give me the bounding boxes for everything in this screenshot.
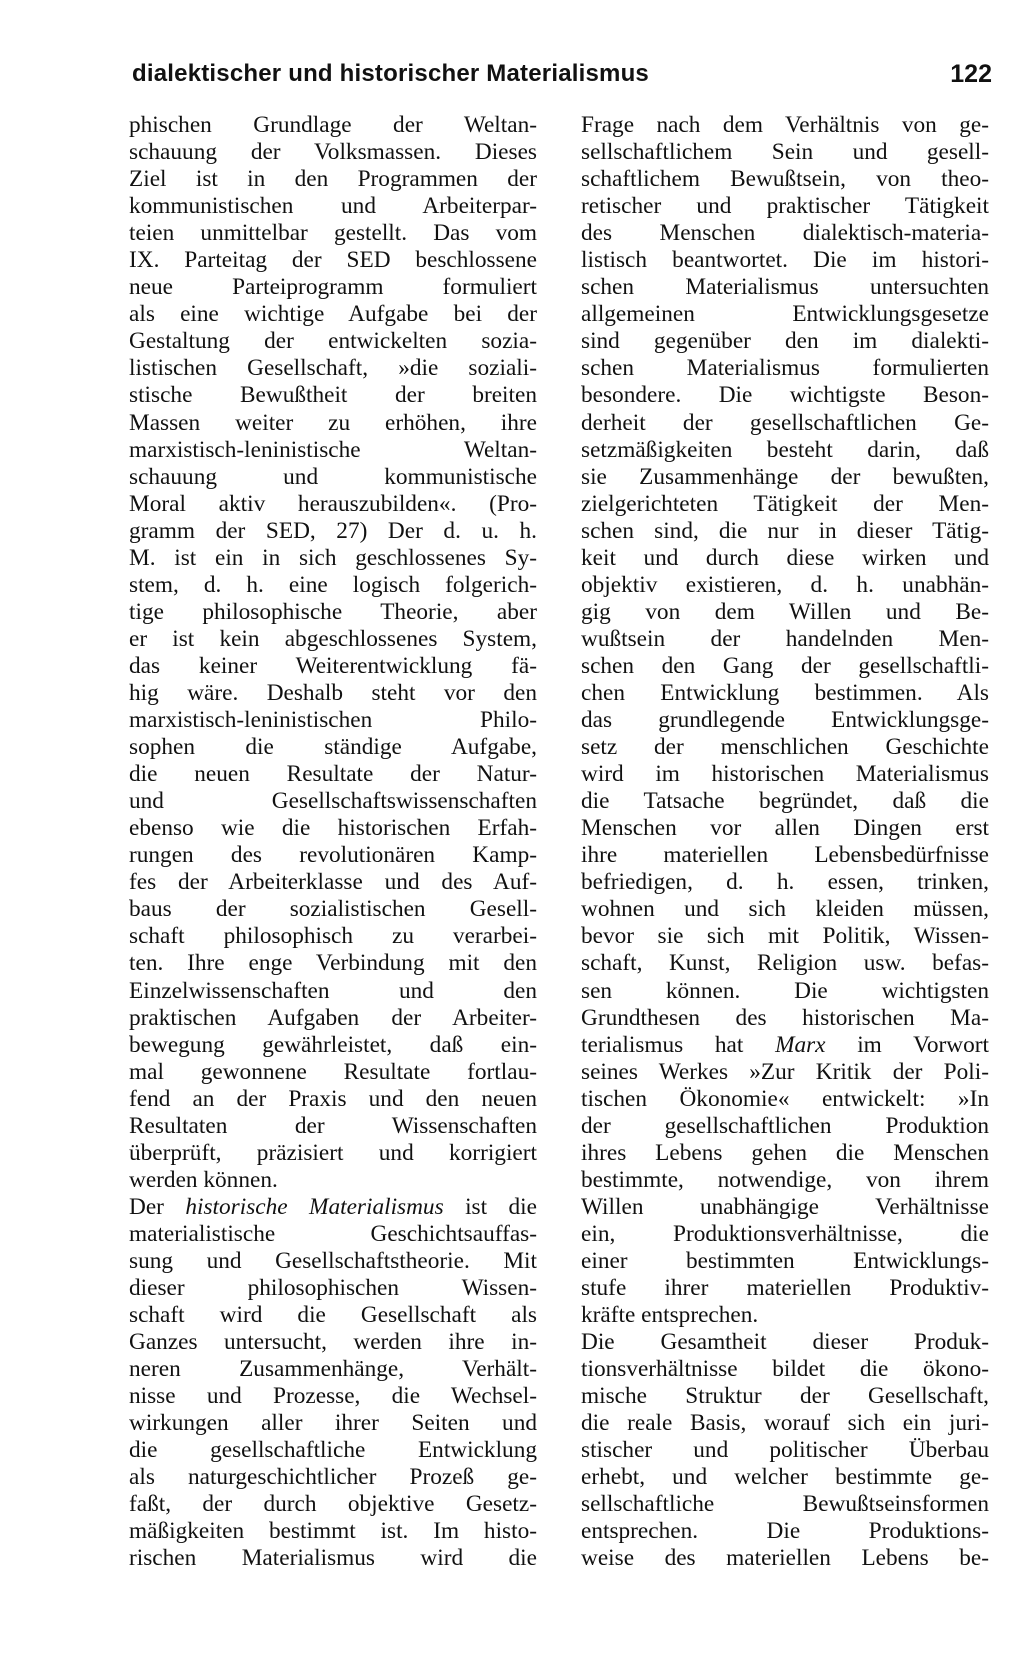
- text-line: [581, 761, 989, 788]
- text-column-right: [581, 112, 989, 1573]
- text-line-content: IX. Parteitag der SED beschlossene: [129, 247, 537, 274]
- text-line-content: teien unmittelbar gestellt. Das vom: [129, 220, 537, 247]
- text-line-content: retischer und praktischer Tätigkeit: [581, 193, 989, 220]
- text-line-content: ihres Lebens gehen die Menschen: [581, 1139, 989, 1166]
- text-line: [129, 112, 537, 139]
- text-line: [129, 1383, 537, 1410]
- text-line-content: er ist kein abgeschlossenes System,: [129, 625, 537, 652]
- text-line: [129, 1059, 537, 1086]
- text-line: [129, 978, 537, 1005]
- text-line: [581, 815, 989, 842]
- text-line-content: neue Parteiprogramm formuliert: [129, 274, 537, 301]
- text-line-content: tionsverhältnisse bildet die ökono-: [581, 1356, 989, 1383]
- text-line-content: praktischen Aufgaben der Arbeiter-: [129, 1004, 537, 1031]
- text-line: [129, 1437, 537, 1464]
- text-line: [129, 815, 537, 842]
- text-line-content: Resultaten der Wissenschaften: [129, 1112, 537, 1139]
- text-line-content: sellschaftliche Bewußtseinsformen: [581, 1491, 989, 1518]
- text-line: [581, 1518, 989, 1545]
- text-line-content: mische Struktur der Gesellschaft,: [581, 1383, 989, 1410]
- text-line-content: stufe ihrer materiellen Produktiv-: [581, 1275, 989, 1302]
- text-line: [129, 626, 537, 653]
- text-line-content: erhebt, und welcher bestimmte ge-: [581, 1464, 989, 1491]
- text-line: [129, 464, 537, 491]
- text-line: [129, 1545, 537, 1572]
- text-line: [129, 193, 537, 220]
- text-line-content: Einzelwissenschaften und den: [129, 977, 537, 1004]
- text-line: [581, 1545, 989, 1572]
- text-line: [581, 572, 989, 599]
- text-line-content: stische Bewußtheit der breiten: [129, 382, 537, 409]
- text-line-content: ihre materiellen Lebensbedürfnisse: [581, 842, 989, 869]
- text-line-content: chen Entwicklung bestimmen. Als: [581, 679, 989, 706]
- text-line-content: bestimmte, notwendige, von ihrem: [581, 1166, 989, 1193]
- text-line: [129, 139, 537, 166]
- text-line: [581, 1248, 989, 1275]
- text-line-content: Massen weiter zu erhöhen, ihre: [129, 409, 537, 436]
- text-line-content: besondere. Die wichtigste Beson-: [581, 382, 989, 409]
- text-line-content: werden können.: [129, 1166, 278, 1193]
- text-line-content: einer bestimmten Entwicklungs-: [581, 1247, 989, 1274]
- text-line: [581, 626, 989, 653]
- text-line: [581, 139, 989, 166]
- text-line: [581, 1113, 989, 1140]
- text-line-content: wirkungen aller ihrer Seiten und: [129, 1410, 537, 1437]
- text-line: [581, 1275, 989, 1302]
- text-line: [129, 1221, 537, 1248]
- text-line-content: stem, d. h. eine logisch folgerich-: [129, 571, 537, 598]
- text-line: [129, 491, 537, 518]
- text-line-content: sellschaftlichem Sein und gesell-: [581, 139, 989, 166]
- text-line-content: keit und durch diese wirken und: [581, 544, 989, 571]
- text-line-content: sind gegenüber den im dialekti-: [581, 328, 989, 355]
- text-line-content: ebenso wie die historischen Erfah-: [129, 815, 537, 842]
- text-line: [581, 978, 989, 1005]
- page-number: 122: [950, 60, 992, 88]
- text-line: [581, 734, 989, 761]
- text-line-content: sophen die ständige Aufgabe,: [129, 734, 537, 761]
- text-line-content: neren Zusammenhänge, Verhält-: [129, 1356, 537, 1383]
- text-line: [129, 1194, 537, 1221]
- text-line-content: mal gewonnene Resultate fortlau-: [129, 1058, 537, 1085]
- text-line-content: materialistische Geschichtsauffas-: [129, 1220, 537, 1247]
- text-line: [581, 788, 989, 815]
- text-line: [581, 545, 989, 572]
- text-line: [129, 1032, 537, 1059]
- text-line-content: sung und Gesellschaftstheorie. Mit: [129, 1247, 537, 1274]
- text-line: [129, 1491, 537, 1518]
- text-line: [129, 923, 537, 950]
- text-line-content: die reale Basis, worauf sich ein juri-: [581, 1410, 989, 1437]
- text-line: [129, 707, 537, 734]
- text-line: [129, 328, 537, 355]
- text-line-content: der gesellschaftlichen Produktion: [581, 1112, 989, 1139]
- text-line: [581, 410, 989, 437]
- text-line-content: und Gesellschaftswissenschaften: [129, 788, 537, 815]
- text-line: [129, 1248, 537, 1275]
- text-line: [129, 680, 537, 707]
- text-line: [581, 1464, 989, 1491]
- text-line-content: fend an der Praxis und den neuen: [129, 1085, 537, 1112]
- text-line-content: marxistisch-leninistischen Philo-: [129, 707, 537, 734]
- text-line-content: das grundlegende Entwicklungsge-: [581, 707, 989, 734]
- text-line: [129, 1140, 537, 1167]
- text-line: [129, 842, 537, 869]
- text-line-content: Ziel ist in den Programmen der: [129, 166, 537, 193]
- text-line: [129, 788, 537, 815]
- text-line: [129, 1464, 537, 1491]
- text-line: [129, 1302, 537, 1329]
- running-head: [132, 56, 992, 92]
- text-line-content: weise des materiellen Lebens be-: [581, 1545, 989, 1572]
- text-line: [129, 1356, 537, 1383]
- text-line-content: die Tatsache begründet, daß die: [581, 788, 989, 815]
- text-line-content: rischen Materialismus wird die: [129, 1545, 537, 1572]
- text-line-content: das keiner Weiterentwicklung fä-: [129, 652, 537, 679]
- text-line-content: fes der Arbeiterklasse und des Auf-: [129, 869, 537, 896]
- text-line-content: bevor sie sich mit Politik, Wissen-: [581, 923, 989, 950]
- text-line: [581, 653, 989, 680]
- text-line: [129, 734, 537, 761]
- text-line: [581, 1410, 989, 1437]
- text-line-content: M. ist ein in sich geschlossenes Sy-: [129, 544, 537, 571]
- text-line-content: gramm der SED, 27) Der d. u. h.: [129, 517, 537, 544]
- text-line-content: Willen unabhängige Verhältnisse: [581, 1193, 989, 1220]
- text-line-content: schen den Gang der gesellschaftli-: [581, 652, 989, 679]
- text-line: [129, 166, 537, 193]
- text-line-content: Gestaltung der entwickelten sozia-: [129, 328, 537, 355]
- text-line: [581, 1221, 989, 1248]
- running-head-title: dialektischer und historischer Materialismus: [132, 60, 649, 87]
- text-line: [581, 1167, 989, 1194]
- text-column-left: [129, 112, 537, 1573]
- text-line-content: entsprechen. Die Produktions-: [581, 1518, 989, 1545]
- text-line: [129, 653, 537, 680]
- text-line: [581, 1059, 989, 1086]
- text-line: [129, 274, 537, 301]
- text-line: [581, 1140, 989, 1167]
- text-line-content: objektiv existieren, d. h. unabhän-: [581, 571, 989, 598]
- text-line-content: sie Zusammenhänge der bewußten,: [581, 463, 989, 490]
- text-line-content: bewegung gewährleistet, daß ein-: [129, 1031, 537, 1058]
- text-line: [129, 301, 537, 328]
- text-line-content: Die Gesamtheit dieser Produk-: [581, 1329, 989, 1356]
- text-line: [129, 1005, 537, 1032]
- text-line: [581, 518, 989, 545]
- text-line-content: schaft philosophisch zu verarbei-: [129, 923, 537, 950]
- text-line-content: schaft wird die Gesellschaft als: [129, 1302, 537, 1329]
- text-line: [581, 355, 989, 382]
- text-line: [581, 193, 989, 220]
- text-line: [129, 1113, 537, 1140]
- text-line-content: setzmäßigkeiten besteht darin, daß: [581, 436, 989, 463]
- text-line-content: setz der menschlichen Geschichte: [581, 734, 989, 761]
- text-line-content: befriedigen, d. h. essen, trinken,: [581, 869, 989, 896]
- text-line-content: terialismus hat: [581, 1031, 776, 1058]
- text-line: [129, 382, 537, 409]
- text-line-content: ten. Ihre enge Verbindung mit den: [129, 950, 537, 977]
- text-line: [581, 707, 989, 734]
- text-line: [581, 247, 989, 274]
- text-line: [581, 491, 989, 518]
- text-line: [581, 1491, 989, 1518]
- text-line-content: wird im historischen Materialismus: [581, 761, 989, 788]
- text-line-content: als eine wichtige Aufgabe bei der: [129, 301, 537, 328]
- text-line-content: nisse und Prozesse, die Wechsel-: [129, 1383, 537, 1410]
- text-line-content: dieser philosophischen Wissen-: [129, 1275, 537, 1302]
- text-line: [581, 842, 989, 869]
- text-line: [129, 1410, 537, 1437]
- text-line: [581, 220, 989, 247]
- text-line: [581, 1329, 989, 1356]
- text-line-content: phischen Grundlage der Weltan-: [129, 112, 537, 138]
- text-line-content: schaftlichem Bewußtsein, von theo-: [581, 166, 989, 193]
- text-line-content: im Vorwort: [825, 1031, 989, 1058]
- text-line-content: listisch beantwortet. Die im histori-: [581, 247, 989, 274]
- text-line-content: tischen Ökonomie« entwickelt: »In: [581, 1085, 989, 1112]
- text-line: [129, 410, 537, 437]
- text-line-content: Moral aktiv herauszubilden«. (Pro-: [129, 490, 537, 517]
- text-line-content: überprüft, präzisiert und korrigiert: [129, 1139, 537, 1166]
- text-line: [581, 1356, 989, 1383]
- text-line-content: Ganzes untersucht, werden ihre in-: [129, 1329, 537, 1356]
- text-line: [581, 923, 989, 950]
- text-line-content: hig wäre. Deshalb steht vor den: [129, 679, 537, 706]
- text-line-content: gig von dem Willen und Be-: [581, 598, 989, 625]
- text-line: [129, 572, 537, 599]
- text-line-content: marxistisch-leninistische Weltan-: [129, 436, 537, 463]
- emphasized-term: Marx: [775, 1031, 826, 1058]
- text-line: [581, 1194, 989, 1221]
- text-line-content: zielgerichteten Tätigkeit der Men-: [581, 490, 989, 517]
- text-line-content: schen Materialismus formulierten: [581, 355, 989, 382]
- text-line-content: die neuen Resultate der Natur-: [129, 761, 537, 788]
- text-line: [129, 599, 537, 626]
- text-line-content: schen sind, die nur in dieser Tätig-: [581, 517, 989, 544]
- text-line-content: wohnen und sich kleiden müssen,: [581, 896, 989, 923]
- text-line-content: allgemeinen Entwicklungsgesetze: [581, 301, 989, 328]
- text-line: [581, 437, 989, 464]
- text-line: [129, 1167, 537, 1194]
- text-line: [129, 437, 537, 464]
- text-line: [129, 545, 537, 572]
- text-line: [581, 1383, 989, 1410]
- text-line: [581, 301, 989, 328]
- text-line: [129, 1275, 537, 1302]
- text-line: [581, 1302, 989, 1329]
- text-line-content: schaft, Kunst, Religion usw. befas-: [581, 950, 989, 977]
- text-line: [581, 112, 989, 139]
- text-line-content: seines Werkes »Zur Kritik der Poli-: [581, 1058, 989, 1085]
- text-line-content: faßt, der durch objektive Gesetz-: [129, 1491, 537, 1518]
- text-line: [581, 1086, 989, 1113]
- text-line-content: Menschen vor allen Dingen erst: [581, 815, 989, 842]
- text-line: [129, 761, 537, 788]
- text-line-content: schauung der Volksmassen. Dieses: [129, 139, 537, 166]
- text-line-content: ein, Produktionsverhältnisse, die: [581, 1220, 989, 1247]
- text-line-content: stischer und politischer Überbau: [581, 1437, 989, 1464]
- emphasized-term: historische Materialismus: [185, 1193, 444, 1220]
- text-line-content: Grundthesen des historischen Ma-: [581, 1004, 989, 1031]
- text-line: [581, 328, 989, 355]
- text-line-content: schen Materialismus untersuchten: [581, 274, 989, 301]
- text-line-content: kommunistischen und Arbeiterpar-: [129, 193, 537, 220]
- text-line-content: ist die: [443, 1193, 537, 1220]
- text-line-content: Der: [129, 1193, 186, 1220]
- text-line-content: sen können. Die wichtigsten: [581, 977, 989, 1004]
- text-line: [129, 1518, 537, 1545]
- text-line: [581, 274, 989, 301]
- text-line-content: baus der sozialistischen Gesell-: [129, 896, 537, 923]
- text-line-content: derheit der gesellschaftlichen Ge-: [581, 409, 989, 436]
- text-line: [129, 247, 537, 274]
- text-line: [129, 950, 537, 977]
- text-line: [581, 1032, 989, 1059]
- text-line-content: des Menschen dialektisch-materia-: [581, 220, 989, 247]
- text-line-content: schauung und kommunistische: [129, 463, 537, 490]
- text-line: [129, 355, 537, 382]
- text-line: [129, 220, 537, 247]
- text-line: [129, 896, 537, 923]
- text-line: [581, 950, 989, 977]
- text-line: [129, 1086, 537, 1113]
- text-line: [581, 896, 989, 923]
- text-line-content: tige philosophische Theorie, aber: [129, 598, 537, 625]
- text-line: [129, 869, 537, 896]
- text-line: [581, 1005, 989, 1032]
- text-line-content: rungen des revolutionären Kamp-: [129, 842, 537, 869]
- text-line: [581, 166, 989, 193]
- text-line: [581, 382, 989, 409]
- text-line-content: mäßigkeiten bestimmt ist. Im histo-: [129, 1518, 537, 1545]
- text-line: [581, 680, 989, 707]
- text-line: [581, 869, 989, 896]
- text-line-content: als naturgeschichtlicher Prozeß ge-: [129, 1464, 537, 1491]
- text-line-content: listischen Gesellschaft, »die soziali-: [129, 355, 537, 382]
- text-line: [129, 1329, 537, 1356]
- text-line-content: wußtsein der handelnden Men-: [581, 625, 989, 652]
- text-line-content: Frage nach dem Verhältnis von ge-: [581, 112, 989, 138]
- text-line: [129, 518, 537, 545]
- text-line: [581, 599, 989, 626]
- text-line-content: die gesellschaftliche Entwicklung: [129, 1437, 537, 1464]
- text-line-content: kräfte entsprechen.: [581, 1302, 759, 1329]
- text-line: [581, 1437, 989, 1464]
- text-line: [581, 464, 989, 491]
